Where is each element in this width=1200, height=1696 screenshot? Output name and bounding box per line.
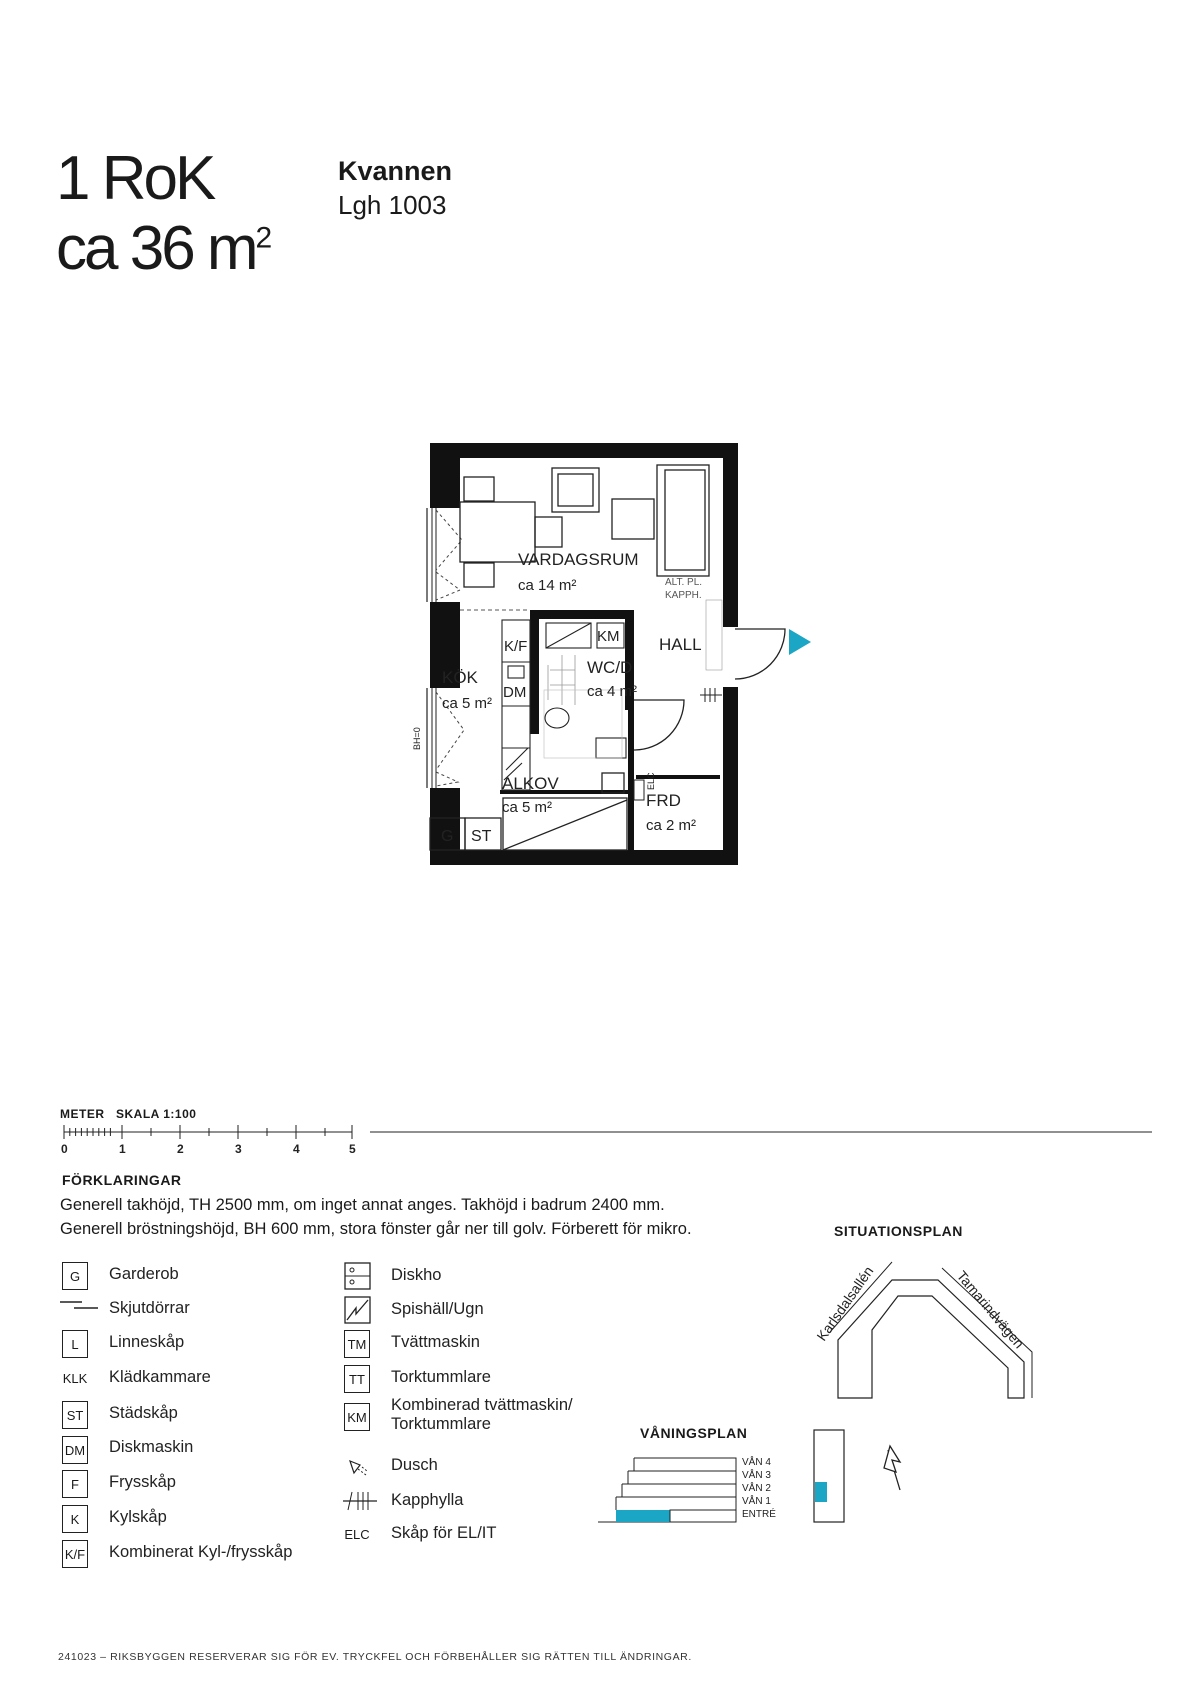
area-unit-sup: 2 (255, 221, 273, 255)
legend-label: Diskmaskin (109, 1438, 194, 1456)
apartment-number: Lgh 1003 (338, 190, 447, 220)
elc-label: ELC (646, 772, 656, 790)
room-name-frd: FRD (646, 791, 681, 810)
code-box: G (62, 1262, 88, 1290)
street-tamarindvagen: Tamarindvägen (953, 1267, 1028, 1352)
scale-tick-2: 2 (177, 1142, 184, 1156)
room-name-hall: HALL (659, 635, 702, 654)
dining-set (460, 477, 562, 587)
room-area-kok: ca 5 m² (442, 695, 493, 712)
km-label: KM (597, 628, 620, 645)
explanation-line-2: Generell bröstningshöjd, BH 600 mm, stora fönster går ner till golv. Förberett för mikro. (60, 1220, 692, 1238)
explanation-line-1: Generell takhöjd, TH 2500 mm, om inget annat anges. Takhöjd i badrum 2400 mm. (60, 1196, 665, 1214)
st-label: ST (471, 828, 492, 845)
legend-label: Torktummlare (391, 1368, 491, 1386)
current-floor-marker (616, 1510, 670, 1522)
kf-label: K/F (504, 638, 528, 655)
room-area-frd: ca 2 m² (646, 817, 697, 834)
code-plain: KLK (62, 1371, 88, 1386)
code-box: TM (344, 1330, 370, 1358)
code-box: DM (62, 1436, 88, 1464)
legend-label: Linneskåp (109, 1333, 185, 1351)
code-box: ST (62, 1401, 88, 1429)
legend-label: Skjutdörrar (109, 1299, 190, 1317)
side-table (612, 499, 654, 539)
legend-label: Klädkammare (109, 1368, 211, 1386)
sink-icon (344, 1262, 372, 1290)
entrance-door (720, 627, 785, 687)
entrance-arrow-icon (789, 629, 811, 655)
scale-tick-5: 5 (349, 1142, 356, 1156)
legend-label: Kapphylla (391, 1491, 464, 1509)
building-outline (838, 1280, 1024, 1398)
floor-label-1: VÅN 1 (742, 1496, 771, 1507)
room-name-kok: KÖK (442, 668, 478, 687)
legend-label: Kombinerad tvättmaskin/ (391, 1396, 573, 1414)
code-box: K (62, 1505, 88, 1533)
scale-tick-1: 1 (119, 1142, 126, 1156)
coat-rack-icon (342, 1490, 378, 1512)
code-box: F (62, 1470, 88, 1498)
scale-label: SKALA 1:100 (116, 1107, 197, 1121)
legend-label: Tvättmaskin (391, 1333, 480, 1351)
explanations-title: FÖRKLARINGAR (62, 1172, 182, 1188)
floor-plan (400, 430, 860, 890)
room-area-wcd: ca 4 m² (587, 683, 638, 700)
legend-label: Garderob (109, 1265, 179, 1283)
legend-label: Diskho (391, 1266, 442, 1284)
north-arrow-icon (884, 1446, 900, 1490)
code-box: TT (344, 1365, 370, 1393)
legend-label: Spishäll/Ugn (391, 1300, 484, 1318)
legend-label: Kombinerat Kyl-/frysskåp (109, 1543, 293, 1561)
code-box: KM (344, 1403, 370, 1431)
shower-icon (348, 1457, 372, 1477)
bh0-label: BH=0 (412, 727, 422, 750)
legend-label-2: Torktummlare (391, 1415, 491, 1433)
scale-tick-3: 3 (235, 1142, 242, 1156)
room-count: 1 RoK (56, 144, 214, 213)
g-label: G (441, 828, 454, 845)
site-title: SITUATIONSPLAN (834, 1223, 963, 1239)
scale-bar (60, 1120, 1160, 1156)
sofa (657, 465, 709, 576)
armchair (552, 468, 599, 512)
room-area-alkov: ca 5 m² (502, 799, 553, 816)
floor-label-3: VÅN 3 (742, 1470, 771, 1481)
legend-label: Kylskåp (109, 1508, 167, 1526)
floor-label-4: VÅN 4 (742, 1457, 771, 1468)
legend-label: Städskåp (109, 1404, 178, 1422)
floor-diagram (596, 1450, 796, 1530)
street-karlsdalsallen: Karlsdalsallén (813, 1263, 877, 1344)
sink-icon (508, 666, 524, 678)
coat-rack (700, 600, 722, 702)
scale-title (60, 1107, 196, 1121)
code-plain: ELC (344, 1527, 370, 1542)
floor-label-2: VÅN 2 (742, 1483, 771, 1494)
legend-label: Dusch (391, 1456, 438, 1474)
building-mini (814, 1430, 844, 1522)
code-box: L (62, 1330, 88, 1358)
footer-disclaimer: 241023 – RIKSBYGGEN RESERVERAR SIG FÖR EV. TRYCKFEL OCH FÖRBEHÅLLER SIG RÄTTEN TILL ÄNDRINGAR. (58, 1651, 692, 1663)
floor-label-entre: ENTRÉ (742, 1509, 776, 1520)
bathroom-door (634, 700, 684, 750)
scale-tick-4: 4 (293, 1142, 300, 1156)
legend-label: Skåp för EL/IT (391, 1524, 497, 1542)
kapph-label: KAPPH. (665, 590, 702, 601)
floors-title: VÅNINGSPLAN (640, 1425, 748, 1441)
apartment-area (56, 214, 273, 283)
area-value: ca 36 m (56, 214, 256, 283)
apartment-location-marker (815, 1482, 827, 1502)
alt-pl-label: ALT. PL. (665, 577, 703, 588)
elc-box (634, 780, 644, 800)
room-name-alkov: ALKOV (502, 774, 559, 793)
scale-tick-0: 0 (61, 1142, 68, 1156)
window-upper (425, 508, 465, 602)
dm-label: DM (503, 684, 527, 701)
room-name-wcd: WC/D (587, 658, 633, 677)
room-name-vardagsrum: VARDAGSRUM (518, 550, 639, 569)
meter-label: METER (60, 1107, 105, 1121)
site-plan (800, 1250, 1060, 1530)
sliding-door-icon (60, 1298, 100, 1314)
project-name: Kvannen (338, 156, 453, 186)
stove-icon (344, 1296, 372, 1324)
room-area-vardagsrum: ca 14 m² (518, 577, 577, 594)
code-box: K/F (62, 1540, 88, 1568)
legend-label: Frysskåp (109, 1473, 176, 1491)
